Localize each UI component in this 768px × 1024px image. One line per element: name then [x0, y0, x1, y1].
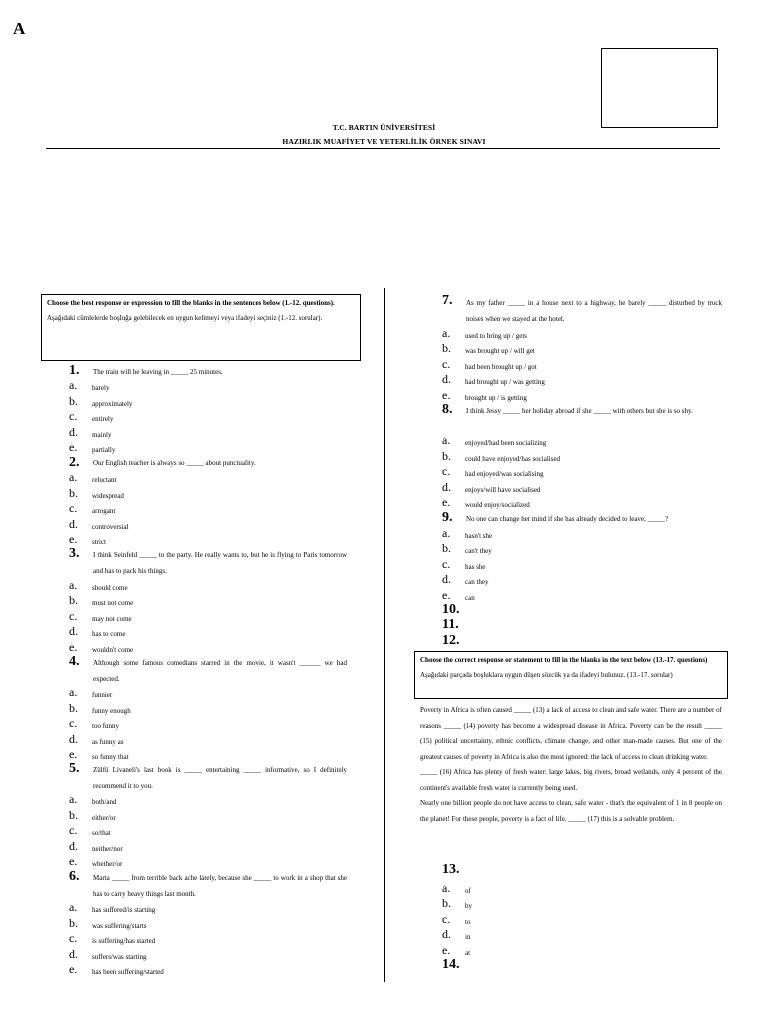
option-text: partially	[92, 446, 116, 454]
photo-box	[601, 48, 718, 128]
option-letter: a.	[69, 578, 78, 592]
question-number: 7.	[442, 293, 453, 308]
option-text: can	[465, 594, 475, 602]
option-text: arrogant	[92, 507, 116, 515]
option-text: whether/or	[92, 860, 123, 868]
option-text: reluctant	[92, 476, 117, 484]
option-text: funnier	[92, 691, 113, 699]
option-letter: c.	[69, 716, 78, 730]
section2-instruction-en: Choose the correct response or statement to fill in the blanks in the text below (13.-17. questions)	[420, 656, 708, 664]
option-letter: d.	[69, 947, 78, 961]
option-letter: a.	[69, 900, 78, 914]
question-number: 1.	[69, 363, 80, 378]
option-text: as funny as	[92, 738, 124, 746]
question-number: 13.	[442, 862, 460, 877]
option-text: at	[465, 949, 471, 957]
section1-instruction-box	[41, 294, 361, 361]
option-letter: a.	[69, 792, 78, 806]
option-letter: a.	[442, 881, 451, 895]
passage-paragraph: Nearly one billion people do not have access to clean, safe water - that's the equivalent of 1 in 8 people on the planet! For these people, poverty is a fact of life. _____ (17) this is a solvable problem.	[420, 799, 722, 823]
question-number: 2.	[69, 455, 80, 470]
exam-title: HAZIRLIK MUAFİYET VE YETERLİLİK ÖRNEK SINAVI	[282, 137, 486, 146]
option-letter: b.	[69, 916, 78, 930]
option-letter: b.	[442, 449, 451, 463]
option-letter: e.	[69, 747, 78, 761]
option-letter: b.	[442, 541, 451, 555]
option-letter: b.	[442, 341, 451, 355]
question-number: 3.	[69, 546, 80, 561]
option-letter: e.	[69, 440, 78, 454]
question-text: Marta _____ from terrible back ache lately, because she _____ to work in a shop that she has to carry heavy things last month.	[93, 874, 347, 898]
question-number: 12.	[442, 633, 460, 648]
option-text: too funny	[92, 722, 120, 730]
question-number: 4.	[69, 654, 80, 669]
question-text: I think Seinfeld _____ to the party. He really wants to, but he is flying to Paris tomorrow and has to pack his things.	[93, 551, 347, 575]
reading-passage	[420, 703, 722, 827]
question-text: Our English teacher is always so _____ about punctuality.	[93, 459, 256, 467]
option-letter: a.	[442, 526, 451, 540]
option-letter: d.	[69, 732, 78, 746]
option-letter: e.	[69, 532, 78, 546]
option-text: brought up / is getting	[465, 394, 527, 402]
option-letter: b.	[69, 593, 78, 607]
question-number: 14.	[442, 957, 460, 972]
option-letter: e.	[69, 640, 78, 654]
option-letter: d.	[69, 517, 78, 531]
option-letter: b.	[69, 486, 78, 500]
option-letter: d.	[442, 572, 451, 586]
option-letter: c.	[69, 823, 78, 837]
option-text: had enjoyed/was socialising	[465, 470, 544, 478]
option-letter: a.	[442, 326, 451, 340]
option-letter: d.	[69, 425, 78, 439]
option-text: approximately	[92, 400, 133, 408]
option-text: had been brought up / got	[465, 363, 537, 371]
option-text: has to come	[92, 630, 126, 638]
question-text: I think Jessy _____ her holiday abroad if she _____ with others but she is so shy.	[466, 407, 693, 415]
option-text: enjoyed/had been socializing	[465, 439, 547, 447]
option-text: both/and	[92, 798, 117, 806]
option-text: neither/nor	[92, 845, 123, 853]
option-letter: c.	[442, 357, 451, 371]
section2-instruction-box	[414, 651, 728, 699]
question-text: The train will be leaving in _____ 25 minutes.	[93, 368, 223, 376]
option-text: can't they	[465, 547, 492, 555]
option-text: enjoys/will have socialised	[465, 486, 541, 494]
option-letter: c.	[69, 501, 78, 515]
option-text: wouldn't come	[92, 646, 134, 654]
question-text: As my father _____ in a house next to a highway, he barely _____ disturbed by truck noises when we stayed at the hotel.	[466, 299, 722, 323]
option-letter: d.	[69, 624, 78, 638]
section1-instruction-tr: Aşağıdaki cümlelerde boşluğa gelebilecek en uygun kelimeyi veya ifadeyi seçiniz (1.-12. sorular).	[47, 314, 323, 322]
option-text: hasn't she	[465, 532, 493, 540]
header-rule	[46, 148, 720, 149]
option-letter: e.	[442, 495, 451, 509]
option-letter: c.	[69, 409, 78, 423]
option-letter: d.	[69, 839, 78, 853]
option-text: was suffering/starts	[92, 922, 147, 930]
question-number: 8.	[442, 402, 453, 417]
option-text: widespread	[92, 492, 124, 500]
option-text: can they	[465, 578, 489, 586]
question-text: No one can change her mind if she has already decided to leave, _____?	[466, 515, 669, 523]
column-divider	[384, 288, 385, 982]
form-letter: A	[13, 19, 26, 38]
option-text: is suffering/has started	[92, 937, 156, 945]
option-letter: d.	[442, 480, 451, 494]
section2-instruction-tr: Aşağıdaki parçada boşluklara uygun düşen sözcük ya da ifadeyi bulunuz. (13.-17. sorular)	[420, 671, 673, 679]
option-text: so/that	[92, 829, 111, 837]
option-letter: d.	[442, 927, 451, 941]
option-letter: c.	[442, 912, 451, 926]
question-number: 6.	[69, 869, 80, 884]
option-letter: e.	[69, 962, 78, 976]
option-text: of	[465, 887, 471, 895]
section1-instruction-en: Choose the best response or expression to fill the blanks in the sentences below (1.-12. questions).	[47, 299, 335, 307]
passage-paragraph: Poverty in Africa is often caused _____ (13) a lack of access to clean and safe water. There are a number of reasons _____ (14) poverty has become a widespread disease in Africa. Poverty can be the result _____ (15) political uncertainty, ethnic conflicts, climate change, and other man-made causes. But one of the greatest causes of poverty in Africa is also the most ignored: the lack of access to clean drinking water.	[420, 706, 722, 761]
option-letter: e.	[442, 943, 451, 957]
option-letter: e.	[442, 388, 451, 402]
option-text: either/or	[92, 814, 116, 822]
question-text: Zülfü Livaneli's last book is _____ entertaining _____ informative, so I definitely recommend it to you.	[93, 766, 347, 790]
university-name: T.C. BARTIN ÜNİVERSİTESİ	[332, 123, 436, 132]
option-text: would enjoy/socialized	[465, 501, 530, 509]
option-text: in	[465, 933, 471, 941]
option-text: must not come	[92, 599, 134, 607]
option-text: could have enjoyed/has socialised	[465, 455, 561, 463]
option-text: by	[465, 902, 472, 910]
option-text: controversial	[92, 523, 129, 531]
option-letter: a.	[69, 470, 78, 484]
option-letter: c.	[69, 609, 78, 623]
option-text: mainly	[92, 431, 112, 439]
option-text: used to bring up / gets	[465, 332, 528, 340]
option-text: strict	[92, 538, 106, 546]
option-text: barely	[92, 384, 110, 392]
option-text: to	[465, 918, 471, 926]
option-letter: e.	[69, 854, 78, 868]
option-letter: e.	[442, 588, 451, 602]
question-number: 10.	[442, 602, 460, 617]
option-text: has suffered/is starting	[92, 906, 156, 914]
option-text: has she	[465, 563, 486, 571]
option-text: may not come	[92, 615, 132, 623]
option-letter: d.	[442, 372, 451, 386]
option-letter: b.	[69, 701, 78, 715]
question-number: 5.	[69, 761, 80, 776]
option-text: funny enough	[92, 707, 131, 715]
option-letter: c.	[442, 464, 451, 478]
option-letter: a.	[69, 685, 78, 699]
option-text: should come	[92, 584, 128, 592]
option-letter: b.	[69, 808, 78, 822]
option-text: has been suffering/started	[92, 968, 164, 976]
option-letter: c.	[442, 557, 451, 571]
option-text: entirely	[92, 415, 114, 423]
option-text: so funny that	[92, 753, 129, 761]
option-letter: b.	[442, 896, 451, 910]
passage-paragraph: _____ (16) Africa has plenty of fresh water: large lakes, big rivers, broad wetlands, only 4 percent of the continent's available fresh water is currently being used.	[420, 768, 722, 792]
question-number: 11.	[442, 617, 459, 632]
option-letter: c.	[69, 931, 78, 945]
option-text: was brought up / will get	[465, 347, 535, 355]
question-number: 9.	[442, 510, 453, 525]
option-text: suffers/was starting	[92, 953, 147, 961]
option-letter: a.	[69, 378, 78, 392]
option-letter: b.	[69, 394, 78, 408]
option-text: had brought up / was getting	[465, 378, 545, 386]
option-letter: a.	[442, 433, 451, 447]
question-text: Although some famous comedians starred in the movie, it wasn't ______ we had expected.	[93, 659, 347, 683]
